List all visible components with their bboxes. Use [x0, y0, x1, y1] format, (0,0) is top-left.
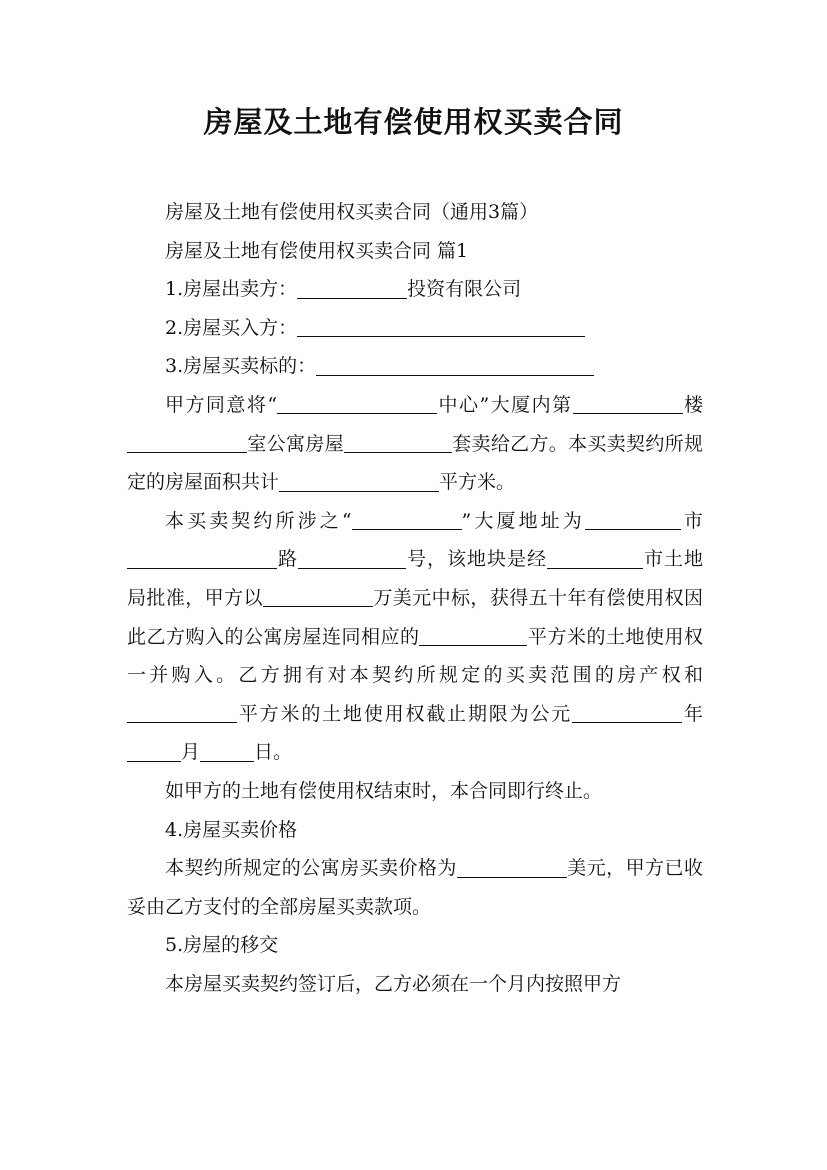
- section-4-heading: [127, 811, 703, 850]
- p3-text: 如甲方的土地有偿使用权结束时，本合同即行终止。: [165, 779, 603, 802]
- p1-blank-units: [344, 432, 452, 453]
- p2-blank-approver: [547, 548, 643, 569]
- clause-seller-suffix: 投资有限公司: [407, 278, 522, 301]
- p2-text-h: 平方米的土地使用权一并购入。乙方拥有对本契约所规定的买卖范围的房产权和: [127, 625, 703, 687]
- clause-seller-label: 1.房屋出卖方：: [165, 278, 298, 301]
- p1-blank-room: [127, 432, 247, 453]
- section-heading-text: 房屋及土地有偿使用权买卖合同 篇1: [165, 239, 469, 262]
- paragraph-5: [127, 965, 703, 1004]
- clause-buyer-label: 2.房屋买入方：: [165, 316, 298, 339]
- p2-blank-address: [585, 509, 681, 530]
- p1-text-f: 平方米。: [439, 471, 516, 494]
- p2-blank-building: [352, 509, 462, 530]
- p4-blank-price: [457, 857, 567, 878]
- paragraph-2: [127, 502, 703, 772]
- section-5-heading: [127, 926, 703, 965]
- paragraph-3: [127, 772, 703, 811]
- section-heading: [127, 232, 703, 271]
- clause-subject: [127, 347, 703, 386]
- p2-text-a: 本买卖契约所涉之“: [165, 509, 352, 532]
- clause-subject-label: 3.房屋买卖标的：: [165, 355, 317, 378]
- p2-blank-city: [127, 548, 277, 569]
- clause-seller: [127, 270, 703, 309]
- p2-blank-day: [200, 741, 254, 762]
- p1-text-a: 甲方同意将“: [165, 393, 278, 416]
- p5-text: 本房屋买卖契约签订后，乙方必须在一个月内按照甲方: [165, 972, 622, 995]
- subject-blank: [316, 355, 594, 376]
- section-5-text: 5.房屋的移交: [165, 934, 279, 957]
- p2-blank-bid: [263, 586, 373, 607]
- p1-text-c: 楼: [682, 393, 703, 416]
- p2-blank-land-area: [419, 625, 527, 646]
- p2-blank-month: [127, 741, 181, 762]
- paragraph-1: [127, 386, 703, 502]
- p2-blank-property-area: [127, 702, 237, 723]
- document-body: [127, 193, 703, 1003]
- p1-blank-floor: [573, 393, 683, 414]
- p4-text-a: 本契约所规定的公寓房买卖价格为: [165, 857, 457, 880]
- seller-blank: [297, 278, 407, 299]
- p2-text-c: 市: [680, 509, 703, 532]
- p2-text-l: 日。: [254, 741, 293, 764]
- p2-text-f: 市土地局批准，甲方以: [127, 548, 703, 609]
- p1-blank-area: [279, 471, 439, 492]
- subtitle-line: [127, 193, 703, 232]
- p2-text-g: 万美元中标，获得五十年有偿使用权因此乙方购入的公寓房屋连同相应的: [127, 586, 703, 648]
- clause-buyer: [127, 309, 703, 348]
- section-4-text: 4.房屋买卖价格: [165, 818, 298, 841]
- p2-text-k: 月: [181, 741, 201, 764]
- p2-text-b: ”大厦地址为: [461, 509, 585, 532]
- p2-text-j: 年: [682, 702, 703, 725]
- document-title: 房屋及土地有偿使用权买卖合同: [203, 105, 624, 139]
- buyer-blank: [297, 316, 585, 337]
- p4-text-b: 美元，甲方已收妥由乙方支付的全部房屋买卖款项。: [127, 857, 703, 918]
- p2-text-d: 路: [277, 548, 298, 571]
- p1-text-b: 中心”大厦内第: [437, 393, 573, 416]
- p2-text-i: 平方米的土地使用权截止期限为公元: [237, 702, 573, 725]
- p2-text-e: 号，该地块是经: [406, 548, 547, 571]
- p1-blank-center: [277, 393, 437, 414]
- paragraph-4: [127, 849, 703, 926]
- p1-text-d: 室公寓房屋: [247, 432, 344, 455]
- p1-text-e: 套卖给乙方。本买卖契约所规定的房屋面积共计: [127, 432, 703, 494]
- subtitle-text: 房屋及土地有偿使用权买卖合同（通用3篇）: [165, 201, 539, 223]
- p2-blank-road: [298, 548, 406, 569]
- p2-blank-year: [572, 702, 682, 723]
